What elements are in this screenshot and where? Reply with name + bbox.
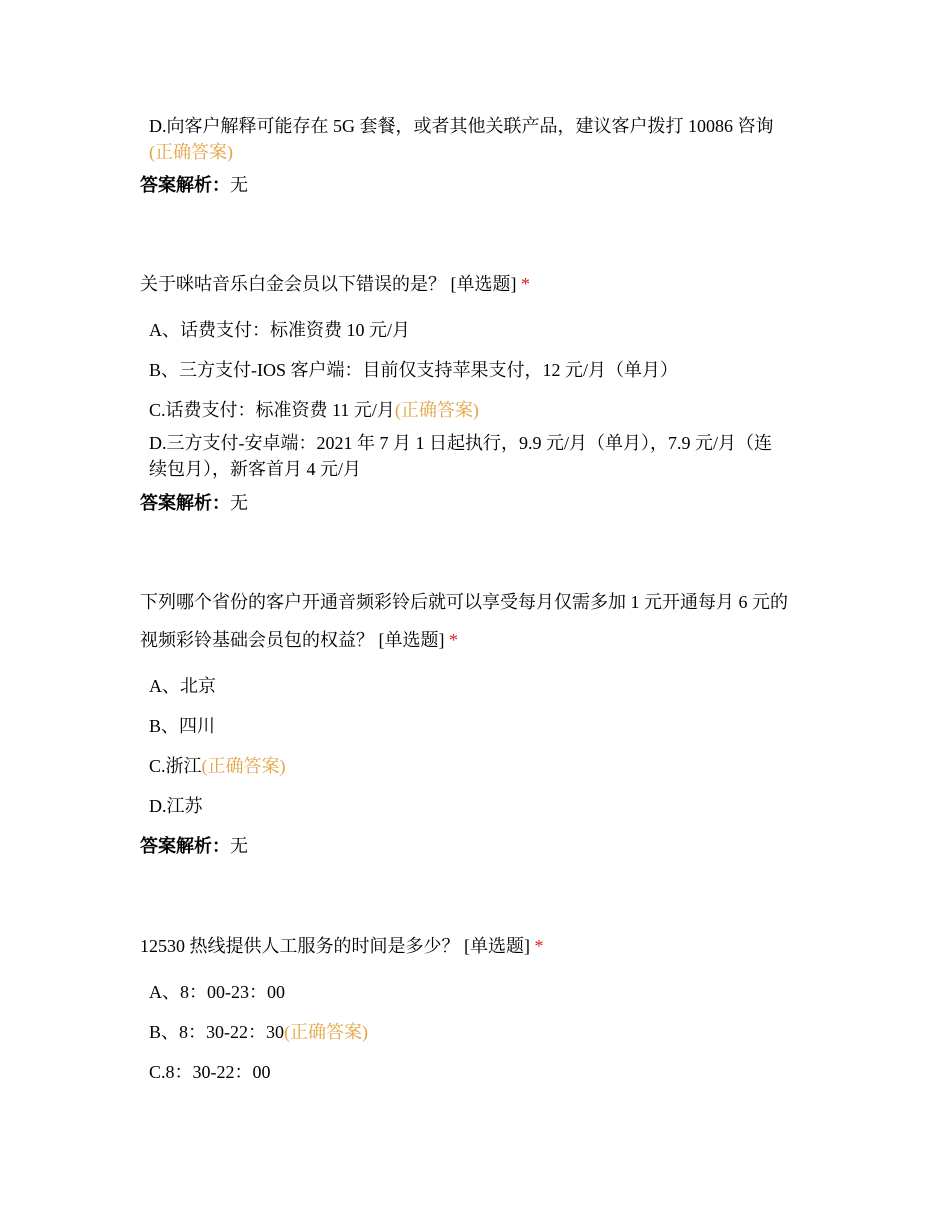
q3-option-d <box>149 793 203 819</box>
required-mark: * <box>521 274 530 294</box>
q3-option-b <box>149 713 215 739</box>
option-text: 续包月），新客首月 4 元/月 <box>149 459 361 479</box>
analysis-value: 无 <box>230 836 248 856</box>
question-text: 视频彩铃基础会员包的权益？ <box>140 630 374 650</box>
analysis-label: 答案解析： <box>140 836 230 856</box>
option-text: A、8：00-23：00 <box>149 982 285 1002</box>
q3-question-text <box>140 589 788 615</box>
option-text: D.三方支付-安卓端：2021 年 7 月 1 日起执行，9.9 元/月（单月），7.9 元/月（连 <box>149 433 772 453</box>
option-text: C.话费支付：标准资费 11 元/月 <box>149 400 395 420</box>
question-type-tag: [单选题] <box>450 274 517 294</box>
required-mark: * <box>534 936 544 956</box>
question-type-tag: [单选题] <box>464 936 530 956</box>
analysis-value: 无 <box>230 493 248 513</box>
q4-option-a <box>149 979 285 1005</box>
q3-answer-analysis <box>140 833 248 859</box>
correct-answer-tag: (正确答案) <box>201 756 286 776</box>
analysis-value: 无 <box>230 175 248 195</box>
question-text: 下列哪个省份的客户开通音频彩铃后就可以享受每月仅需多加 1 元开通每月 6 元的 <box>140 592 788 612</box>
option-text: B、四川 <box>149 716 216 736</box>
q2-answer-analysis <box>140 490 248 516</box>
q4-option-c <box>149 1059 271 1085</box>
analysis-label: 答案解析： <box>140 175 230 195</box>
q2-option-a <box>149 317 410 343</box>
option-text: A、北京 <box>149 676 216 696</box>
q4-option-b <box>149 1019 368 1045</box>
q2-question-text <box>140 271 530 297</box>
correct-answer-tag: (正确答案) <box>149 142 233 162</box>
q2-option-c <box>149 397 479 423</box>
option-text: B、8：30-22：30 <box>149 1022 284 1042</box>
q2-option-d <box>149 430 772 456</box>
q2-option-b <box>149 357 678 383</box>
question-text: 12530 热线提供人工服务的时间是多少？ <box>140 936 460 956</box>
correct-answer-tag: (正确答案) <box>394 400 479 420</box>
option-text: D.江苏 <box>149 796 203 816</box>
question-text: 关于咪咕音乐白金会员以下错误的是？ <box>140 274 446 294</box>
analysis-label: 答案解析： <box>140 493 230 513</box>
q3-option-a <box>149 673 216 699</box>
q3-question-text-continued <box>140 627 458 653</box>
q4-question-text <box>140 933 544 959</box>
q3-option-c <box>149 753 286 779</box>
option-text: C.浙江 <box>149 756 202 776</box>
question-type-tag: [单选题] <box>378 630 445 650</box>
q2-option-d-continued <box>149 456 361 482</box>
q1-option-d <box>149 113 774 139</box>
option-text: C.8：30-22：00 <box>149 1062 271 1082</box>
q1-option-d-text: D.向客户解释可能存在 5G 套餐，或者其他关联产品，建议客户拨打 10086 咨询 <box>149 116 774 136</box>
required-mark: * <box>449 630 458 650</box>
option-text: A、话费支付：标准资费 10 元/月 <box>149 320 410 340</box>
correct-answer-tag: (正确答案) <box>284 1022 368 1042</box>
q1-correct-answer-tag <box>149 139 233 165</box>
q1-answer-analysis <box>140 172 248 198</box>
option-text: B、三方支付-IOS 客户端：目前仅支持苹果支付，12 元/月（单月） <box>149 360 679 380</box>
